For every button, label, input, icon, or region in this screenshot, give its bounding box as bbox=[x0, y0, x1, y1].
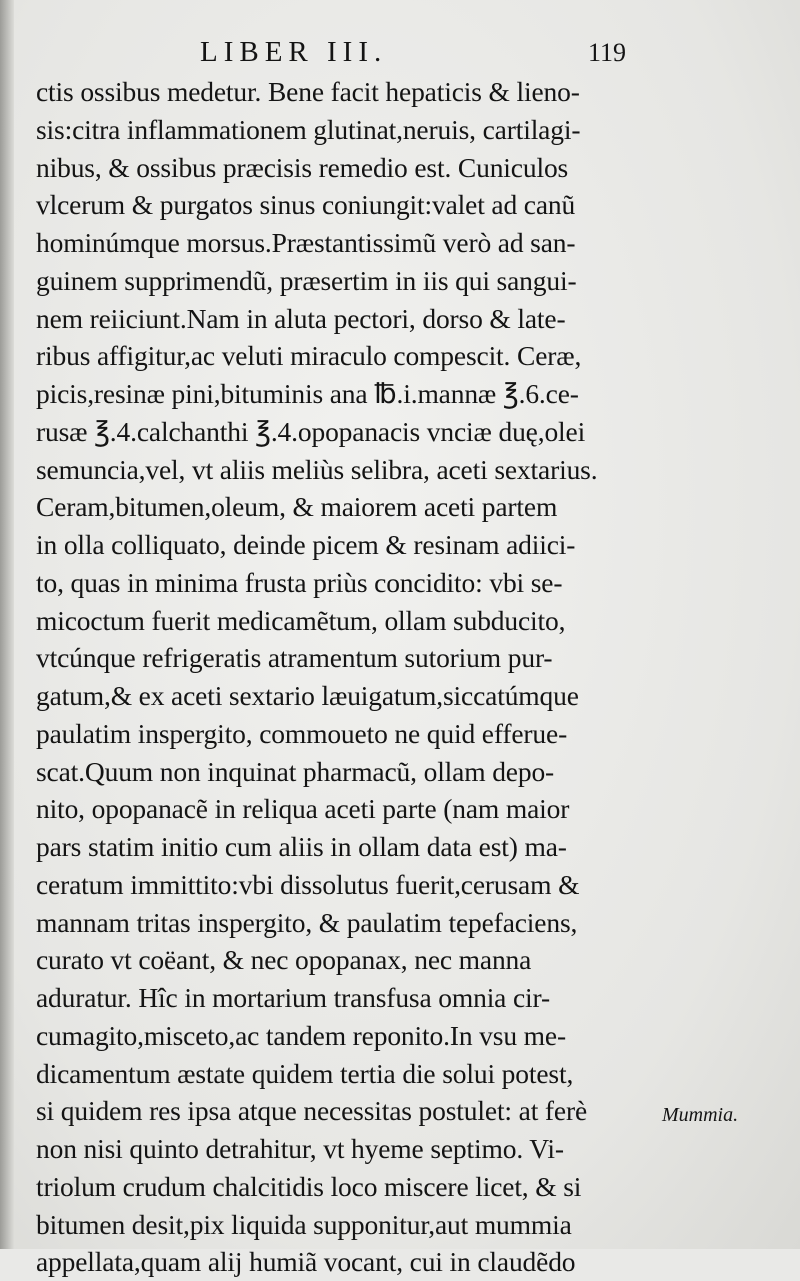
text-line: sis:citra inflammationem glutinat,neruis, cartilagi- bbox=[36, 113, 581, 145]
text-line: guinem supprimendũ, præsertim in iis qui sangui- bbox=[36, 264, 577, 296]
text-line: to, quas in minima frusta priùs concidito: vbi se- bbox=[36, 566, 563, 598]
running-title: LIBER III. bbox=[200, 36, 388, 68]
text-line: pars statim initio cum aliis in ollam data est) ma- bbox=[36, 831, 567, 862]
text-line: nito, opopanacẽ in reliqua aceti parte (nam maior bbox=[36, 793, 570, 825]
text-line: hominúmque morsus.Præstantissimũ verò ad san- bbox=[36, 227, 576, 258]
text-line: non nisi quinto detrahitur, vt hyeme septimo. Vi- bbox=[36, 1133, 564, 1164]
text-line: triolum crudum chalcitidis loco miscere licet, & si bbox=[36, 1170, 582, 1202]
text-line: si quidem res ipsa atque necessitas postulet: at ferè bbox=[36, 1095, 588, 1127]
text-line: scat.Quum non inquinat pharmacũ, ollam depo- bbox=[36, 755, 555, 787]
text-line: picis,resinæ pini,bituminis ana ℔.i.mannæ ℥.6.ce- bbox=[36, 378, 579, 409]
text-line: dicamentum æstate quidem tertia die solui potest, bbox=[36, 1057, 574, 1089]
page-number: 119 bbox=[588, 38, 627, 67]
page-gutter-shadow bbox=[0, 0, 14, 1249]
text-line: in olla colliquato, deinde picem & resinam adiici- bbox=[36, 529, 576, 560]
text-line: gatum,& ex aceti sextario læuigatum,siccatúmque bbox=[36, 680, 579, 711]
text-line: ribus affigitur,ac veluti miraculo compescit. Ceræ, bbox=[36, 340, 582, 372]
body-text bbox=[36, 73, 656, 1281]
text-line: vlcerum & purgatos sinus coniungit:valet ad canũ bbox=[36, 189, 576, 221]
text-line: paulatim inspergito, commoueto ne quid efferue- bbox=[36, 717, 568, 749]
text-line: aduratur. Hîc in mortarium transfusa omnia cir- bbox=[36, 982, 550, 1013]
text-line: appellata,quam alij humiã vocant, cui in claudẽdo bbox=[36, 1246, 576, 1278]
text-line: ceratum immittito:vbi dissolutus fuerit,cerusam & bbox=[36, 868, 580, 900]
text-line: nem reiiciunt.Nam in aluta pectori, dorso & late- bbox=[36, 302, 566, 334]
text-line: rusæ ℥.4.calchanthi ℥.4.opopanacis vnciæ duę,olei bbox=[36, 415, 586, 447]
text-line: Ceram,bitumen,oleum, & maiorem aceti partem bbox=[36, 491, 558, 523]
text-line: vtcúnque refrigeratis atramentum sutorium pur- bbox=[36, 642, 553, 674]
text-line: micoctum fuerit medicamẽtum, ollam subducito, bbox=[36, 604, 566, 636]
margin-note: Mummia. bbox=[662, 1104, 739, 1126]
text-line: nibus, & ossibus præcisis remedio est. Cuniculos bbox=[36, 151, 569, 183]
text-line: bitumen desit,pix liquida supponitur,aut mummia bbox=[36, 1208, 572, 1240]
text-line: curato vt coëant, & nec opopanax, nec manna bbox=[36, 944, 532, 976]
text-line: cumagito,misceto,ac tandem reponito.In vsu me- bbox=[36, 1019, 566, 1051]
text-line: mannam tritas inspergito, & paulatim tepefaciens, bbox=[36, 906, 578, 938]
text-line: ctis ossibus medetur. Bene facit hepaticis & lieno- bbox=[36, 76, 580, 107]
text-line: semuncia,vel, vt aliis meliùs selibra, aceti sextarius. bbox=[36, 453, 598, 485]
